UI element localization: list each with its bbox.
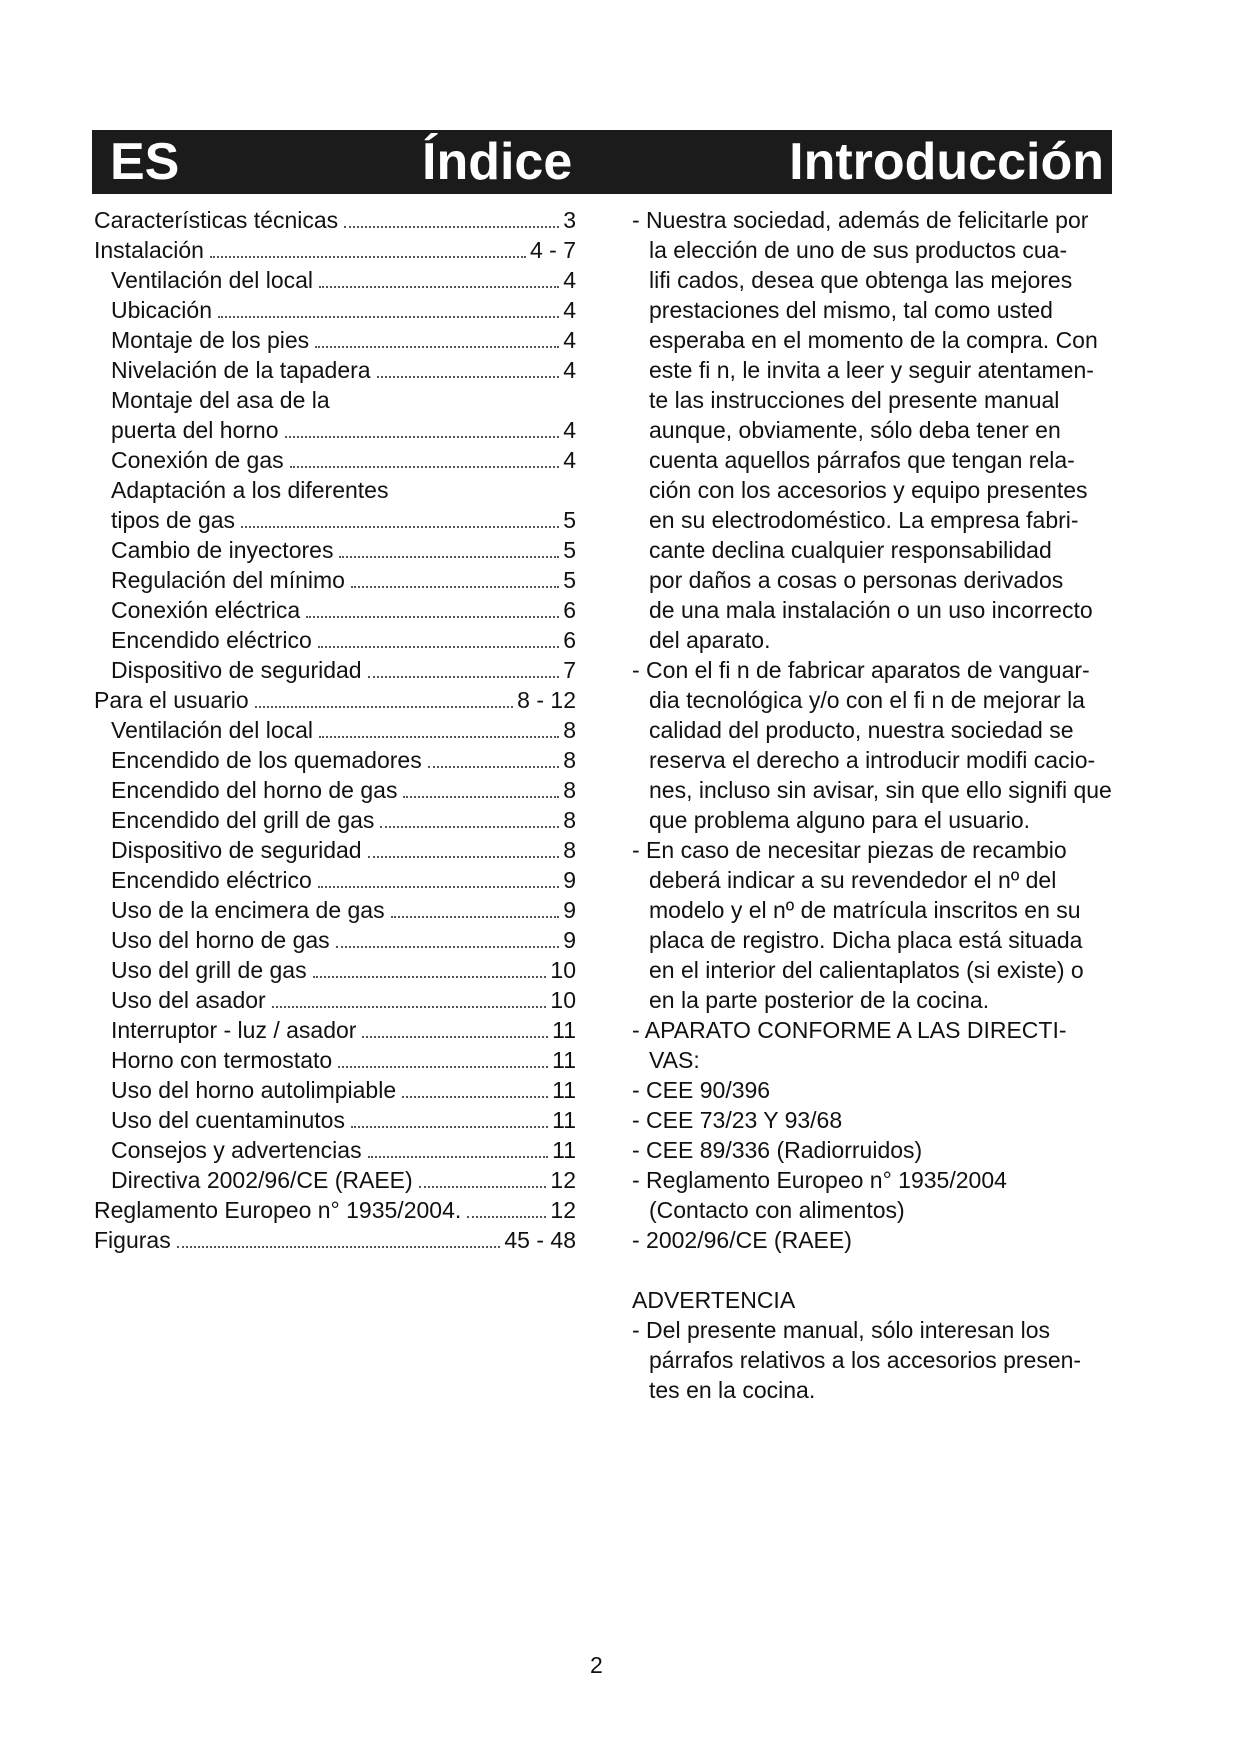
toc-entry <box>94 265 576 295</box>
toc-entry-title: Reglamento Europeo n° 1935/2004. <box>94 1197 462 1223</box>
toc-entry-page: 8 <box>563 837 576 863</box>
intro-line: de una mala instalación o un uso incorrecto <box>649 597 1093 623</box>
toc-entry-title: Encendido del grill de gas <box>111 807 375 833</box>
intro-line: prestaciones del mismo, tal como usted <box>649 297 1053 323</box>
toc-entry <box>94 685 576 715</box>
dot-leader <box>339 556 559 558</box>
toc-entry-page: 4 <box>563 267 576 293</box>
intro-line: - En caso de necesitar piezas de recambio <box>632 837 1067 863</box>
toc-entry-page: 11 <box>552 1047 576 1073</box>
toc-entry <box>94 925 576 955</box>
toc-entry-page: 6 <box>563 597 576 623</box>
toc-entry <box>94 385 576 415</box>
toc-entry-title: Consejos y advertencias <box>111 1137 362 1163</box>
toc-entry <box>94 295 576 325</box>
toc-entry-page: 4 <box>563 327 576 353</box>
toc-entry <box>94 235 576 265</box>
intro-line: ción con los accesorios y equipo presentes <box>649 477 1088 503</box>
dot-leader <box>313 976 547 978</box>
intro-line: - 2002/96/CE (RAEE) <box>632 1227 852 1253</box>
dot-leader <box>402 1096 548 1098</box>
toc-entry-page: 5 <box>563 507 576 533</box>
dot-leader <box>368 1156 549 1158</box>
dot-leader <box>241 526 559 528</box>
toc-entry <box>94 445 576 475</box>
toc-entry-title: Regulación del mínimo <box>111 567 345 593</box>
intro-line: calidad del producto, nuestra sociedad se <box>649 717 1074 743</box>
toc-entry-page: 12 <box>550 1197 576 1223</box>
toc-entry-title: Montaje del asa de la <box>111 387 330 413</box>
page-number: 2 <box>590 1652 603 1678</box>
introduction-text <box>632 205 1117 1405</box>
dot-leader <box>272 1006 547 1008</box>
intro-line: que problema alguno para el usuario. <box>649 807 1031 833</box>
toc-entry <box>94 655 576 685</box>
language-code: ES <box>110 133 180 191</box>
toc-entry-page: 11 <box>552 1017 576 1043</box>
toc-entry-page: 11 <box>552 1137 576 1163</box>
dot-leader <box>351 586 559 588</box>
toc-entry-title: Cambio de inyectores <box>111 537 334 563</box>
toc-entry-page: 45 - 48 <box>504 1227 576 1253</box>
toc-entry-title: Para el usuario <box>94 687 249 713</box>
toc-entry-page: 8 <box>563 807 576 833</box>
toc-entry-title: Encendido eléctrico <box>111 867 312 893</box>
toc-entry <box>94 475 576 505</box>
toc-entry-title: Horno con termostato <box>111 1047 333 1073</box>
dot-leader <box>318 886 559 888</box>
intro-line: - Con el fi n de fabricar aparatos de vanguar- <box>632 657 1090 683</box>
toc-entry <box>94 625 576 655</box>
dot-leader <box>177 1246 501 1248</box>
toc-entry-page: 6 <box>563 627 576 653</box>
toc-entry-page: 9 <box>563 867 576 893</box>
toc-entry-page: 10 <box>550 987 576 1013</box>
toc-entry-page: 8 - 12 <box>517 687 576 713</box>
intro-line: esperaba en el momento de la compra. Con <box>649 327 1098 353</box>
toc-entry <box>94 1045 576 1075</box>
toc-entry-title: Encendido de los quemadores <box>111 747 422 773</box>
dot-leader <box>344 226 559 228</box>
toc-entry-page: 7 <box>563 657 576 683</box>
toc-entry <box>94 775 576 805</box>
toc-entry <box>94 535 576 565</box>
dot-leader <box>428 766 559 768</box>
toc-entry <box>94 565 576 595</box>
dot-leader <box>319 736 559 738</box>
toc-entry <box>94 1135 576 1165</box>
dot-leader <box>285 436 560 438</box>
toc-entry-title: Uso del cuentaminutos <box>111 1107 345 1133</box>
toc-entry-title: Adaptación a los diferentes <box>111 477 389 503</box>
toc-entry-page: 5 <box>563 567 576 593</box>
intro-line: placa de registro. Dicha placa está situada <box>649 927 1083 953</box>
intro-line: nes, incluso sin avisar, sin que ello signifi que <box>649 777 1112 803</box>
toc-entry-page: 4 <box>563 417 576 443</box>
toc-entry <box>94 505 576 535</box>
intro-line: - CEE 90/396 <box>632 1077 771 1103</box>
toc-entry-title: Encendido del horno de gas <box>111 777 398 803</box>
introduction-title: Introducción <box>789 133 1104 191</box>
toc-entry-title: Instalación <box>94 237 204 263</box>
toc-entry-page: 4 <box>563 447 576 473</box>
toc-entry-title: tipos de gas <box>111 507 236 533</box>
intro-line: en su electrodoméstico. La empresa fabri- <box>649 507 1079 533</box>
toc-entry-page: 8 <box>563 717 576 743</box>
intro-line: párrafos relativos a los accesorios presen- <box>649 1347 1082 1373</box>
dot-leader <box>218 316 559 318</box>
toc-entry <box>94 1165 576 1195</box>
intro-line: modelo y el nº de matrícula inscritos en su <box>649 897 1081 923</box>
intro-line: - CEE 73/23 Y 93/68 <box>632 1107 843 1133</box>
toc-entry-page: 8 <box>563 747 576 773</box>
intro-line: - CEE 89/336 (Radiorruidos) <box>632 1137 923 1163</box>
dot-leader <box>255 706 513 708</box>
toc-entry-title: Figuras <box>94 1227 171 1253</box>
intro-line: reserva el derecho a introducir modifi cacio- <box>649 747 1096 773</box>
toc-entry <box>94 1195 576 1225</box>
toc-entry <box>94 1105 576 1135</box>
dot-leader <box>380 826 559 828</box>
intro-line: lifi cados, desea que obtenga las mejores <box>649 267 1073 293</box>
dot-leader <box>368 676 560 678</box>
toc-entry-page: 4 - 7 <box>529 237 576 263</box>
toc-entry-page: 4 <box>563 297 576 323</box>
toc-entry-title: Conexión eléctrica <box>111 597 301 623</box>
dot-leader <box>391 916 560 918</box>
intro-line: la elección de uno de sus productos cua- <box>649 237 1068 263</box>
dot-leader <box>336 946 560 948</box>
dot-leader <box>315 346 559 348</box>
intro-line: - Del presente manual, sólo interesan los <box>632 1317 1051 1343</box>
toc-entry <box>94 1225 576 1255</box>
intro-line: este fi n, le invita a leer y seguir atentamen- <box>649 357 1094 383</box>
intro-line: en el interior del calientaplatos (si existe) o <box>649 957 1084 983</box>
toc-entry <box>94 955 576 985</box>
toc-entry-title: Dispositivo de seguridad <box>111 657 362 683</box>
intro-spacer <box>632 1255 1117 1285</box>
dot-leader <box>467 1216 546 1218</box>
toc-entry-page: 9 <box>563 897 576 923</box>
dot-leader <box>306 616 559 618</box>
intro-line: por daños a cosas o personas derivados <box>649 567 1064 593</box>
toc-entry-page: 8 <box>563 777 576 803</box>
toc-entry-page: 11 <box>552 1077 576 1103</box>
toc-entry-title: Interruptor - luz / asador <box>111 1017 357 1043</box>
toc-entry-page: 10 <box>550 957 576 983</box>
toc-entry <box>94 805 576 835</box>
toc-entry-page: 3 <box>563 207 576 233</box>
intro-line: te las instrucciones del presente manual <box>649 387 1060 413</box>
toc-entry-title: Montaje de los pies <box>111 327 310 353</box>
dot-leader <box>362 1036 548 1038</box>
dot-leader <box>319 286 559 288</box>
index-title: Índice <box>422 133 573 191</box>
toc-entry-title: Ventilación del local <box>111 717 314 743</box>
toc-entry <box>94 715 576 745</box>
dot-leader <box>318 646 559 648</box>
intro-line: dia tecnológica y/o con el fi n de mejorar la <box>649 687 1085 713</box>
toc-entry-page: 5 <box>563 537 576 563</box>
toc-entry <box>94 595 576 625</box>
toc-entry-title: puerta del horno <box>111 417 279 443</box>
toc-entry-title: Uso de la encimera de gas <box>111 897 385 923</box>
intro-line: VAS: <box>649 1047 700 1073</box>
toc-entry-title: Directiva 2002/96/CE (RAEE) <box>111 1167 413 1193</box>
toc-entry <box>94 325 576 355</box>
dot-leader <box>368 856 560 858</box>
toc-entry <box>94 1015 576 1045</box>
toc-entry-title: Conexión de gas <box>111 447 284 473</box>
toc-entry-page: 11 <box>552 1107 576 1133</box>
section-header-bar <box>92 130 1112 194</box>
dot-leader <box>419 1186 547 1188</box>
toc-entry-title: Encendido eléctrico <box>111 627 312 653</box>
toc-entry <box>94 415 576 445</box>
toc-entry-title: Uso del horno de gas <box>111 927 330 953</box>
toc-entry <box>94 745 576 775</box>
toc-entry-title: Nivelación de la tapadera <box>111 357 371 383</box>
toc-entry <box>94 865 576 895</box>
dot-leader <box>351 1126 548 1128</box>
intro-line: tes en la cocina. <box>649 1377 816 1403</box>
dot-leader <box>403 796 559 798</box>
intro-line: cante declina cualquier responsabilidad <box>649 537 1052 563</box>
dot-leader <box>210 256 526 258</box>
toc-entry-page: 4 <box>563 357 576 383</box>
table-of-contents <box>94 205 576 1255</box>
toc-entry-title: Uso del asador <box>111 987 266 1013</box>
dot-leader <box>377 376 560 378</box>
toc-entry <box>94 1075 576 1105</box>
intro-line: en la parte posterior de la cocina. <box>649 987 990 1013</box>
toc-entry <box>94 205 576 235</box>
toc-entry-title: Uso del grill de gas <box>111 957 307 983</box>
intro-line: del aparato. <box>649 627 771 653</box>
toc-entry-title: Ventilación del local <box>111 267 314 293</box>
intro-line: aunque, obviamente, sólo deba tener en <box>649 417 1061 443</box>
toc-entry <box>94 355 576 385</box>
dot-leader <box>338 1066 548 1068</box>
intro-line: deberá indicar a su revendedor el nº del <box>649 867 1057 893</box>
toc-entry <box>94 985 576 1015</box>
toc-entry-page: 9 <box>563 927 576 953</box>
toc-entry-title: Ubicación <box>111 297 212 323</box>
intro-line: ADVERTENCIA <box>632 1287 796 1313</box>
dot-leader <box>290 466 560 468</box>
toc-entry-title: Características técnicas <box>94 207 339 233</box>
toc-entry <box>94 835 576 865</box>
intro-line: - APARATO CONFORME A LAS DIRECTI- <box>632 1017 1067 1043</box>
toc-entry <box>94 895 576 925</box>
toc-entry-title: Uso del horno autolimpiable <box>111 1077 397 1103</box>
intro-line: (Contacto con alimentos) <box>649 1197 905 1223</box>
intro-line: - Nuestra sociedad, además de felicitarle por <box>632 207 1089 233</box>
toc-entry-page: 12 <box>550 1167 576 1193</box>
intro-line: - Reglamento Europeo n° 1935/2004 <box>632 1167 1007 1193</box>
toc-entry-title: Dispositivo de seguridad <box>111 837 362 863</box>
intro-line: cuenta aquellos párrafos que tengan rela- <box>649 447 1075 473</box>
